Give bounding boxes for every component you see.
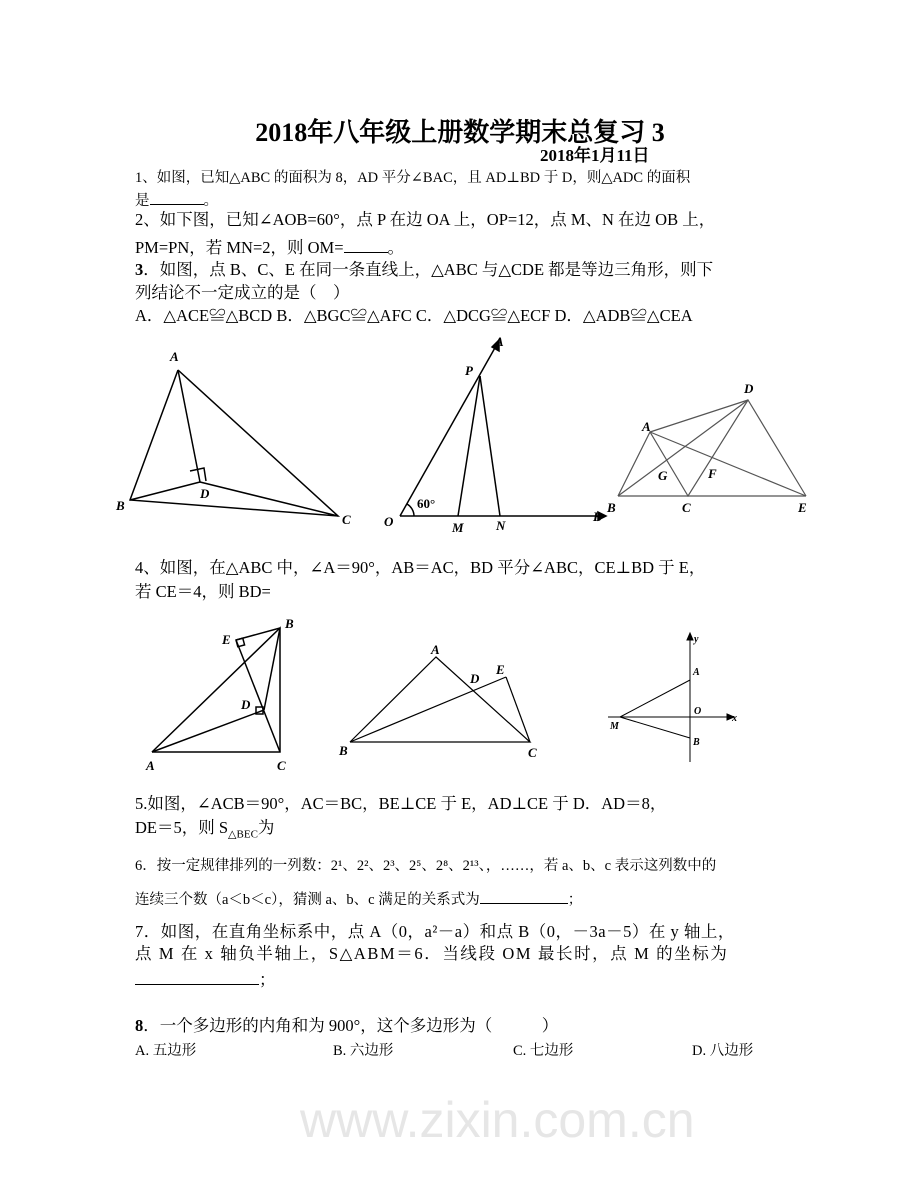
q6-line1: 6．按一定规律排列的一列数：2¹、2²、2³、2⁵、2⁸、2¹³、，……，若 a、b、c 表示这列数中的 bbox=[135, 858, 717, 874]
svg-text:x: x bbox=[732, 713, 737, 724]
svg-text:C: C bbox=[528, 745, 537, 760]
svg-text:O: O bbox=[384, 514, 394, 529]
svg-text:G: G bbox=[658, 468, 668, 483]
q3-line2: 列结论不一定成立的是（ ） bbox=[135, 283, 350, 302]
q7-line2: 点 M 在 x 轴负半轴上，S△ABM＝6．当线段 OM 最长时，点 M 的坐标为 bbox=[135, 944, 729, 963]
watermark: www.zixin.com.cn bbox=[300, 1092, 695, 1148]
svg-text:E: E bbox=[798, 500, 807, 515]
q7-line1: 7．如图，在直角坐标系中，点 A（0，a²－a）和点 B（0，－3a－5）在 y 轴上， bbox=[135, 922, 735, 941]
figure-3 bbox=[606, 381, 807, 515]
q6-line2: 连续三个数（a＜b＜c），猜测 a、b、c 满足的关系式为 ； bbox=[135, 887, 582, 910]
q5-line2: DE＝5，则 $S_{\triangle BEC}$为 bbox=[135, 818, 275, 841]
date: 2018年1月11日 bbox=[540, 146, 650, 165]
q8-line1: 8．一个多边形的内角和为 900°，这个多边形为（ ） bbox=[135, 1016, 559, 1035]
svg-text:y: y bbox=[694, 634, 699, 645]
page-title: 2018年八年级上册数学期末总复习 3 bbox=[255, 118, 665, 147]
svg-text:A: A bbox=[146, 758, 155, 773]
svg-text:N: N bbox=[496, 518, 506, 533]
svg-text:A: A bbox=[170, 349, 179, 364]
q1-line1: 1、如图，已知△ABC 的面积为 8，AD 平分∠BAC，且 AD⊥BD 于 D，则△ADC 的面积 bbox=[135, 170, 691, 186]
q8-option-c: C. 七边形 bbox=[513, 1043, 574, 1059]
figure-4 bbox=[145, 616, 294, 773]
svg-text:B: B bbox=[339, 743, 348, 758]
svg-text:M: M bbox=[452, 520, 464, 535]
svg-text:D: D bbox=[200, 486, 210, 501]
figure-5 bbox=[338, 642, 537, 760]
svg-text:B: B bbox=[285, 616, 294, 631]
svg-text:M: M bbox=[610, 721, 619, 732]
svg-text:E: E bbox=[496, 662, 505, 677]
svg-text:F: F bbox=[708, 466, 717, 481]
q3-line1: 3．如图，点 B、C、E 在同一条直线上，△ABC 与△CDE 都是等边三角形，则下 bbox=[135, 260, 714, 279]
q4-line2: 若 CE＝4，则 BD= bbox=[135, 582, 271, 601]
figure-1 bbox=[115, 349, 351, 527]
figure-6 bbox=[608, 633, 737, 762]
q8-option-d: D. 八边形 bbox=[692, 1043, 754, 1059]
svg-text:P: P bbox=[465, 363, 473, 378]
q3-options: A．△ACE≌△BCD B．△BGC≌△AFC C．△DCG≌△ECF D．△ADB≌△CEA bbox=[135, 306, 693, 325]
q4-line1: 4、如图，在△ABC 中，∠A＝90°，AB＝AC，BD 平分∠ABC，CE⊥BD 于 E， bbox=[135, 558, 706, 577]
figure-2 bbox=[384, 334, 606, 535]
svg-text:E: E bbox=[222, 632, 231, 647]
svg-text:D: D bbox=[241, 697, 251, 712]
svg-text:B: B bbox=[607, 500, 616, 515]
svg-text:A: A bbox=[693, 667, 700, 678]
svg-text:B: B bbox=[116, 498, 125, 513]
q5-line1: 5.如图，∠ACB＝90°，AC＝BC，BE⊥CE 于 E，AD⊥CE 于 D．AD＝8， bbox=[135, 794, 667, 813]
svg-text:C: C bbox=[277, 758, 286, 773]
q1-line2: 是 。 bbox=[135, 188, 218, 211]
svg-text:A: A bbox=[642, 419, 651, 434]
svg-text:A: A bbox=[495, 334, 504, 349]
svg-text:C: C bbox=[342, 512, 351, 527]
svg-text:A: A bbox=[431, 642, 440, 657]
svg-text:B: B bbox=[693, 737, 700, 748]
q7-line3: ； bbox=[135, 968, 276, 990]
svg-text:B: B bbox=[593, 509, 602, 524]
svg-text:D: D bbox=[744, 381, 754, 396]
svg-text:O: O bbox=[694, 706, 702, 717]
svg-text:60°: 60° bbox=[417, 496, 436, 511]
q2-line2: PM=PN，若 MN=2，则 OM= 。 bbox=[135, 238, 405, 257]
q8-option-a: A. 五边形 bbox=[135, 1043, 197, 1059]
q2-line1: 2、如下图，已知∠AOB=60°，点 P 在边 OA 上，OP=12，点 M、N 在边 OB 上， bbox=[135, 210, 716, 229]
svg-text:D: D bbox=[470, 671, 480, 686]
q8-option-b: B. 六边形 bbox=[333, 1043, 394, 1059]
svg-text:C: C bbox=[682, 500, 691, 515]
